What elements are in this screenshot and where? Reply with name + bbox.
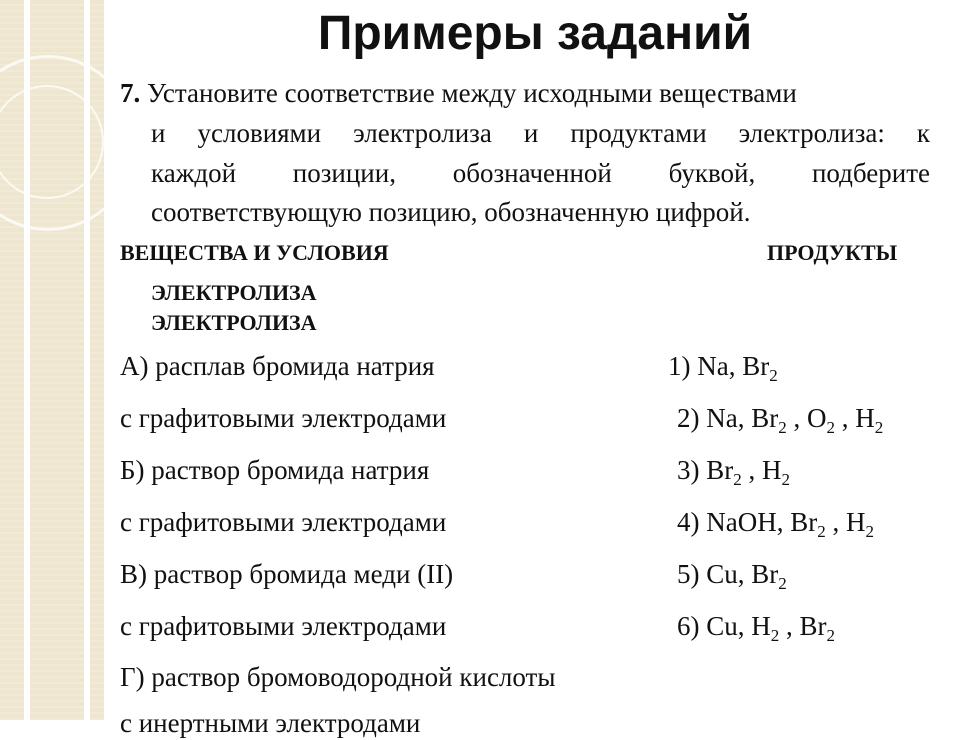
decorative-side-strip: [0, 0, 104, 720]
answer-option-2: 2) Na, $Br_2$ , $O_2$ , $H_2$: [677, 403, 884, 437]
header-right: ПРОДУКТЫ: [767, 240, 898, 265]
answer-option-1: 1) Na, $Br_2$: [668, 351, 778, 385]
task-text: Установите соответствие между исходными веществами: [147, 78, 797, 108]
list-item: с графитовыми электродами: [120, 611, 447, 641]
list-item: с инертными электродами: [120, 708, 421, 738]
list-item: Б) раствор бромида натрия: [120, 455, 430, 485]
header-left: ВЕЩЕСТВА И УСЛОВИЯ: [120, 240, 389, 265]
header-sub-1: ЭЛЕКТРОЛИЗА: [151, 280, 317, 305]
task-line-3: каждой позиции, обозначенной буквой, подберите: [151, 158, 930, 188]
list-item: А) расплав бромида натрия: [120, 351, 435, 381]
list-item: В) раствор бромида меди (II): [120, 559, 454, 589]
task-line-2: и условиями электролиза и продуктами электролиза: к: [151, 118, 930, 148]
list-item: Г) раствор бромоводородной кислоты: [120, 662, 556, 692]
answer-option-5: 5) Cu, $Br_2$: [677, 559, 787, 593]
list-item: с графитовыми электродами: [120, 403, 447, 433]
task-line-4: соответствующую позицию, обозначенную цифрой.: [151, 197, 751, 227]
answer-option-6: 6) Cu, $H_2$ , $Br_2$: [677, 611, 835, 645]
answer-option-3: 3) $Br_2$ , $H_2$: [677, 455, 790, 489]
task-line-1: [120, 76, 797, 110]
page-title: Примеры заданий: [317, 7, 753, 60]
header-sub-2: ЭЛЕКТРОЛИЗА: [151, 310, 317, 335]
list-item: с графитовыми электродами: [120, 507, 447, 537]
answer-option-4: 4) NaOH, $Br_2$ , $H_2$: [677, 507, 874, 541]
task-number: 7.: [120, 78, 141, 108]
